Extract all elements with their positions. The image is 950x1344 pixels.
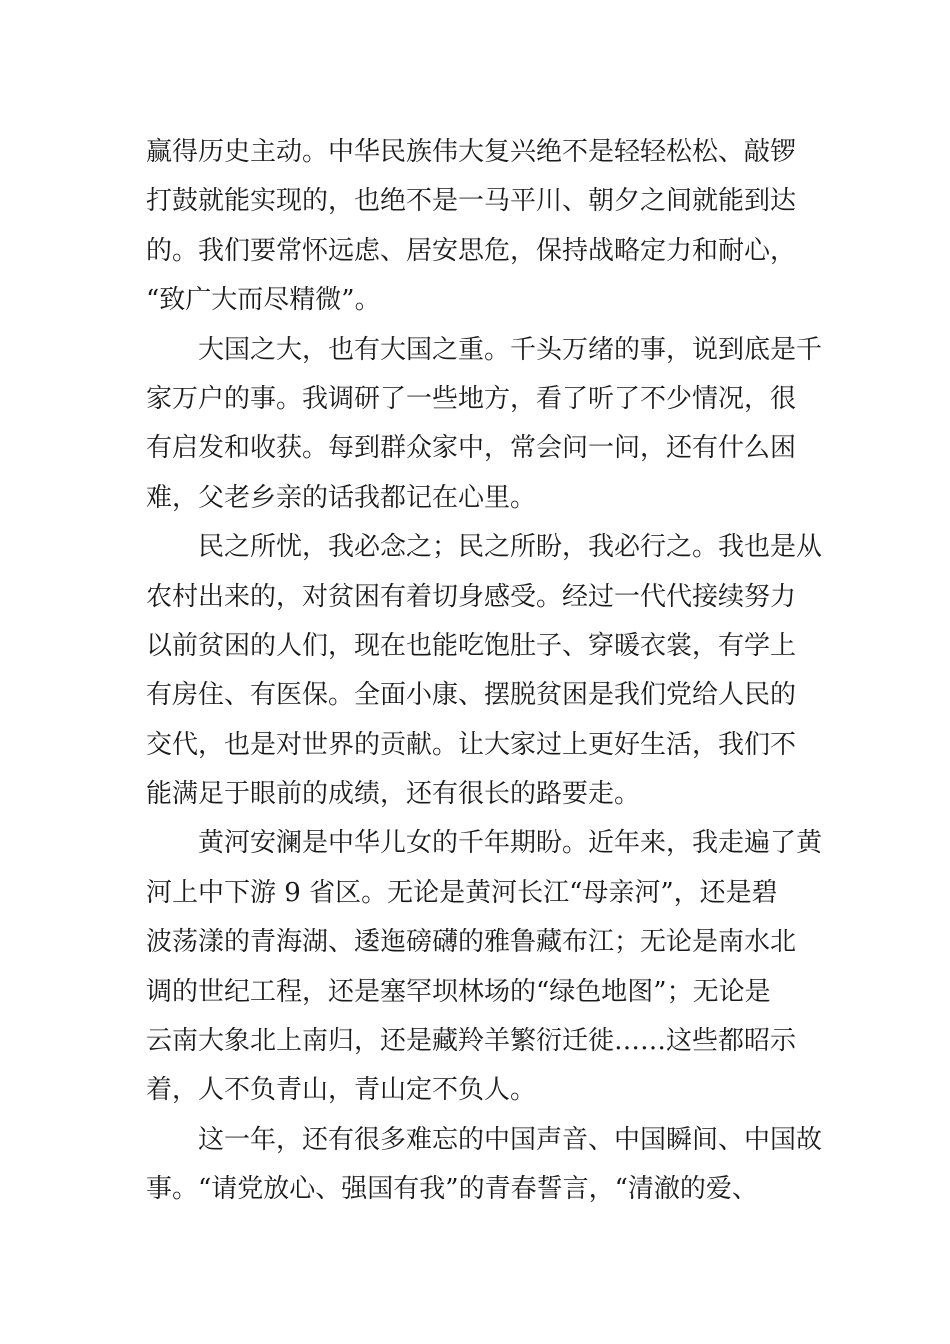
paragraph-2 [146, 326, 823, 524]
text-line: 能满足于眼前的成绩，还有很长的路要走。 [146, 779, 641, 810]
text-line: 这一年，还有很多难忘的中国声音、中国瞬间、中国故 [146, 1124, 823, 1155]
text-line: “致广大而尽精微”。 [146, 285, 381, 316]
paragraph-5 [146, 1116, 823, 1215]
text-line: 以前贫困的人们，现在也能吃饱肚子、穿暖衣裳，有学上 [146, 630, 797, 661]
text-line: 黄河安澜是中华儿女的千年期盼。近年来，我走遍了黄 [146, 828, 823, 859]
text-line: 民之所忧，我必念之；民之所盼，我必行之。我也是从 [146, 532, 823, 563]
text-line: 有启发和收获。每到群众家中，常会问一问，还有什么困 [146, 433, 797, 464]
text-line: 云南大象北上南归，还是藏羚羊繁衍迁徙……这些都昭示 [146, 1026, 797, 1057]
text-line: 有房住、有医保。全面小康、摆脱贫困是我们党给人民的 [146, 680, 797, 711]
text-line: 事。“请党放心、强国有我”的青春誓言，“清澈的爱、 [146, 1174, 758, 1205]
paragraph-3 [146, 523, 823, 819]
text-line: 交代，也是对世界的贡献。让大家过上更好生活，我们不 [146, 729, 797, 760]
text-line: 着，人不负青山，青山定不负人。 [146, 1075, 537, 1106]
body-text [146, 128, 823, 1215]
text-line: 调的世纪工程，还是塞罕坝林场的“绿色地图”；无论是 [146, 976, 771, 1007]
text-line: 家万户的事。我调研了一些地方，看了听了不少情况，很 [146, 383, 797, 414]
text-line: 赢得历史主动。中华民族伟大复兴绝不是轻轻松松、敲锣 [146, 137, 797, 167]
text-line: 河上中下游 9 省区。无论是黄河长江“母亲河”，还是碧 [146, 877, 778, 908]
text-line: 农村出来的，对贫困有着切身感受。经过一代代接续努力 [146, 581, 797, 612]
text-line: 难，父老乡亲的话我都记在心里。 [146, 482, 537, 513]
paragraph-1 [146, 128, 808, 326]
text-line: 的。我们要常怀远虑、居安思危，保持战略定力和耐心， [146, 235, 797, 266]
paragraph-4 [146, 819, 823, 1115]
text-line: 波荡漾的青海湖、逶迤磅礴的雅鲁藏布江；无论是南水北 [146, 927, 797, 958]
text-line: 大国之大，也有大国之重。千头万绪的事，说到底是千 [146, 334, 823, 365]
text-line: 打鼓就能实现的，也绝不是一马平川、朝夕之间就能到达 [146, 186, 797, 217]
